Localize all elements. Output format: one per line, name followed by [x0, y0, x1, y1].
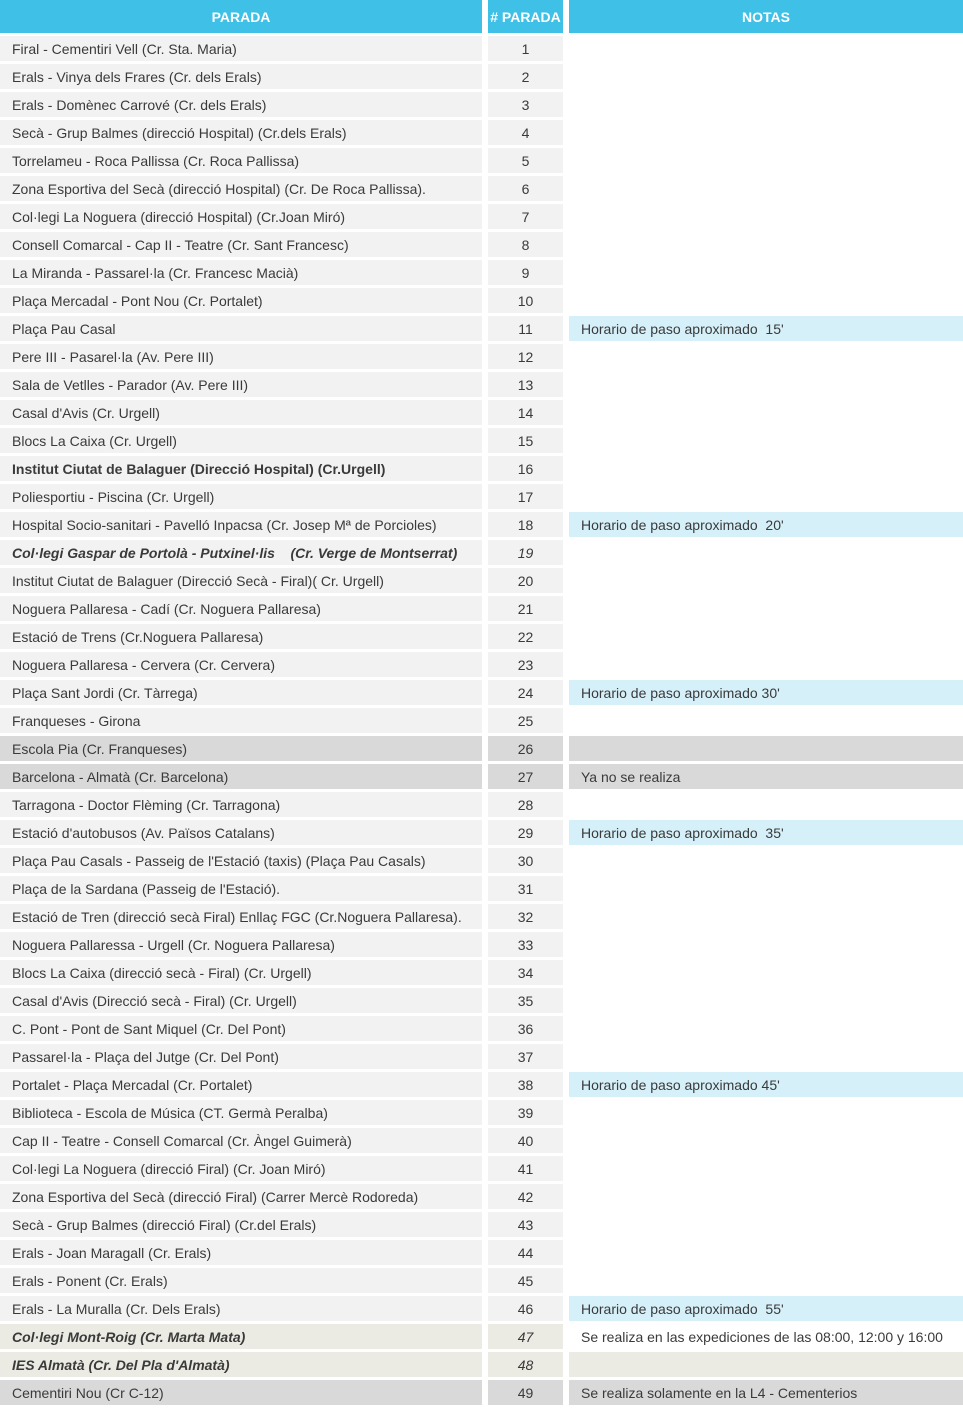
- table-row: [0, 932, 963, 957]
- table-row: [0, 344, 963, 369]
- table-row: [0, 428, 963, 453]
- parada-number-cell: 44: [488, 1240, 569, 1265]
- nota-cell: [569, 232, 963, 257]
- parada-number-cell: 38: [488, 1072, 569, 1097]
- parada-number-cell: 27: [488, 764, 569, 789]
- nota-cell: [569, 92, 963, 117]
- column-header-parada: PARADA: [0, 0, 488, 33]
- table-row: [0, 36, 963, 61]
- parada-number-cell: 17: [488, 484, 569, 509]
- parada-cell: Poliesportiu - Piscina (Cr. Urgell): [0, 484, 488, 509]
- nota-cell: Se realiza solamente en la L4 - Cementerios: [569, 1380, 963, 1405]
- nota-cell: Se realiza en las expediciones de las 08:00, 12:00 y 16:00: [569, 1324, 963, 1349]
- parada-number-cell: 10: [488, 288, 569, 313]
- table-row: [0, 1044, 963, 1069]
- nota-cell: Horario de paso aproximado 20': [569, 512, 963, 537]
- table-row: [0, 904, 963, 929]
- nota-cell: Horario de paso aproximado 55': [569, 1296, 963, 1321]
- parada-cell: Hospital Socio-sanitari - Pavelló Inpacsa (Cr. Josep Mª de Porcioles): [0, 512, 488, 537]
- nota-cell: [569, 400, 963, 425]
- parada-number-cell: 21: [488, 596, 569, 621]
- table-row: [0, 1100, 963, 1125]
- table-header: [0, 0, 963, 33]
- parada-cell: Casal d'Avis (Cr. Urgell): [0, 400, 488, 425]
- table-row: [0, 1324, 963, 1349]
- parada-cell: Col·legi La Noguera (direcció Firal) (Cr. Joan Miró): [0, 1156, 488, 1181]
- table-row: [0, 876, 963, 901]
- parada-number-cell: 18: [488, 512, 569, 537]
- nota-cell: [569, 904, 963, 929]
- table-row: [0, 1212, 963, 1237]
- column-header-notas: NOTAS: [569, 0, 963, 33]
- table-row: [0, 540, 963, 565]
- parada-cell: Torrelameu - Roca Pallissa (Cr. Roca Pallissa): [0, 148, 488, 173]
- nota-cell: [569, 1156, 963, 1181]
- table-row: [0, 708, 963, 733]
- nota-cell: [569, 736, 963, 761]
- nota-cell: [569, 1352, 963, 1377]
- table-row: [0, 1184, 963, 1209]
- parada-cell: Portalet - Plaça Mercadal (Cr. Portalet): [0, 1072, 488, 1097]
- parada-number-cell: 16: [488, 456, 569, 481]
- nota-cell: [569, 1268, 963, 1293]
- nota-cell: [569, 148, 963, 173]
- table-row: [0, 1016, 963, 1041]
- parada-cell: Noguera Pallaressa - Urgell (Cr. Noguera Pallaresa): [0, 932, 488, 957]
- parada-number-cell: 25: [488, 708, 569, 733]
- nota-cell: [569, 652, 963, 677]
- parada-cell: Sala de Vetlles - Parador (Av. Pere III): [0, 372, 488, 397]
- table-row: [0, 1128, 963, 1153]
- table-row: [0, 148, 963, 173]
- table-row: [0, 316, 963, 341]
- parada-cell: Plaça Sant Jordi (Cr. Tàrrega): [0, 680, 488, 705]
- nota-cell: Horario de paso aproximado 30': [569, 680, 963, 705]
- parada-cell: Firal - Cementiri Vell (Cr. Sta. Maria): [0, 36, 488, 61]
- nota-cell: [569, 1100, 963, 1125]
- table-body: [0, 36, 963, 1405]
- table-row: [0, 484, 963, 509]
- parada-number-cell: 30: [488, 848, 569, 873]
- parada-cell: Franqueses - Girona: [0, 708, 488, 733]
- table-row: [0, 64, 963, 89]
- parada-cell: Biblioteca - Escola de Música (CT. Germà Peralba): [0, 1100, 488, 1125]
- parada-number-cell: 1: [488, 36, 569, 61]
- nota-cell: [569, 64, 963, 89]
- nota-cell: [569, 596, 963, 621]
- table-row: [0, 232, 963, 257]
- nota-cell: [569, 372, 963, 397]
- table-row: [0, 1296, 963, 1321]
- parada-number-cell: 31: [488, 876, 569, 901]
- parada-number-cell: 2: [488, 64, 569, 89]
- parada-cell: Tarragona - Doctor Flèming (Cr. Tarragona): [0, 792, 488, 817]
- table-row: [0, 624, 963, 649]
- parada-cell: Secà - Grup Balmes (direcció Firal) (Cr.del Erals): [0, 1212, 488, 1237]
- parada-number-cell: 23: [488, 652, 569, 677]
- parada-cell: Pere III - Pasarel·la (Av. Pere III): [0, 344, 488, 369]
- parada-number-cell: 33: [488, 932, 569, 957]
- parada-number-cell: 4: [488, 120, 569, 145]
- parada-number-cell: 6: [488, 176, 569, 201]
- parada-cell: Noguera Pallaresa - Cervera (Cr. Cervera): [0, 652, 488, 677]
- parada-number-cell: 49: [488, 1380, 569, 1405]
- parada-number-cell: 26: [488, 736, 569, 761]
- table-row: [0, 736, 963, 761]
- nota-cell: [569, 876, 963, 901]
- table-row: [0, 176, 963, 201]
- table-row: [0, 1156, 963, 1181]
- nota-cell: [569, 848, 963, 873]
- parada-number-cell: 41: [488, 1156, 569, 1181]
- parada-cell: Zona Esportiva del Secà (direcció Hospital) (Cr. De Roca Pallissa).: [0, 176, 488, 201]
- parada-cell: Erals - Domènec Carrové (Cr. dels Erals): [0, 92, 488, 117]
- table-row: [0, 456, 963, 481]
- nota-cell: [569, 708, 963, 733]
- nota-cell: [569, 624, 963, 649]
- nota-cell: [569, 204, 963, 229]
- parada-number-cell: 22: [488, 624, 569, 649]
- parada-cell: Estació de Tren (direcció secà Firal) Enllaç FGC (Cr.Noguera Pallaresa).: [0, 904, 488, 929]
- parada-number-cell: 36: [488, 1016, 569, 1041]
- parada-cell: Passarel·la - Plaça del Jutge (Cr. Del Pont): [0, 1044, 488, 1069]
- parada-number-cell: 13: [488, 372, 569, 397]
- parada-cell: Estació de Trens (Cr.Noguera Pallaresa): [0, 624, 488, 649]
- parada-cell: Col·legi Gaspar de Portolà - Putxinel·lis (Cr. Verge de Montserrat): [0, 540, 488, 565]
- table-row: [0, 1268, 963, 1293]
- parada-cell: Plaça Mercadal - Pont Nou (Cr. Portalet): [0, 288, 488, 313]
- nota-cell: [569, 568, 963, 593]
- table-row: [0, 120, 963, 145]
- parada-cell: Institut Ciutat de Balaguer (Direcció Secà - Firal)( Cr. Urgell): [0, 568, 488, 593]
- parada-cell: Erals - Ponent (Cr. Erals): [0, 1268, 488, 1293]
- parada-number-cell: 34: [488, 960, 569, 985]
- table-row: [0, 960, 963, 985]
- nota-cell: [569, 288, 963, 313]
- column-header-numero-parada: # PARADA: [488, 0, 569, 33]
- nota-cell: [569, 428, 963, 453]
- table-row: [0, 1240, 963, 1265]
- parada-cell: Col·legi La Noguera (direcció Hospital) (Cr.Joan Miró): [0, 204, 488, 229]
- table-row: [0, 288, 963, 313]
- table-row: [0, 1072, 963, 1097]
- table-row: [0, 652, 963, 677]
- nota-cell: [569, 1128, 963, 1153]
- parada-number-cell: 43: [488, 1212, 569, 1237]
- nota-cell: Horario de paso aproximado 35': [569, 820, 963, 845]
- nota-cell: Horario de paso aproximado 15': [569, 316, 963, 341]
- nota-cell: [569, 484, 963, 509]
- parada-number-cell: 24: [488, 680, 569, 705]
- parada-number-cell: 48: [488, 1352, 569, 1377]
- nota-cell: Ya no se realiza: [569, 764, 963, 789]
- parada-cell: Col·legi Mont-Roig (Cr. Marta Mata): [0, 1324, 488, 1349]
- nota-cell: [569, 1184, 963, 1209]
- nota-cell: [569, 792, 963, 817]
- parada-cell: Blocs La Caixa (Cr. Urgell): [0, 428, 488, 453]
- parada-cell: Estació d'autobusos (Av. Països Catalans): [0, 820, 488, 845]
- nota-cell: [569, 260, 963, 285]
- nota-cell: [569, 1016, 963, 1041]
- table-row: [0, 820, 963, 845]
- parada-number-cell: 20: [488, 568, 569, 593]
- parada-cell: C. Pont - Pont de Sant Miquel (Cr. Del Pont): [0, 1016, 488, 1041]
- nota-cell: [569, 1212, 963, 1237]
- nota-cell: [569, 456, 963, 481]
- parada-cell: Institut Ciutat de Balaguer (Direcció Hospital) (Cr.Urgell): [0, 456, 488, 481]
- parada-cell: Noguera Pallaresa - Cadí (Cr. Noguera Pallaresa): [0, 596, 488, 621]
- nota-cell: [569, 1240, 963, 1265]
- table-row: [0, 400, 963, 425]
- nota-cell: [569, 932, 963, 957]
- parada-cell: IES Almatà (Cr. Del Pla d'Almatà): [0, 1352, 488, 1377]
- parada-number-cell: 29: [488, 820, 569, 845]
- parada-cell: Secà - Grup Balmes (direcció Hospital) (Cr.dels Erals): [0, 120, 488, 145]
- nota-cell: [569, 960, 963, 985]
- table-row: [0, 1352, 963, 1377]
- table-row: [0, 848, 963, 873]
- parada-number-cell: 32: [488, 904, 569, 929]
- parada-number-cell: 15: [488, 428, 569, 453]
- parada-number-cell: 39: [488, 1100, 569, 1125]
- parada-cell: Plaça Pau Casal: [0, 316, 488, 341]
- nota-cell: [569, 344, 963, 369]
- parada-number-cell: 19: [488, 540, 569, 565]
- parada-cell: Consell Comarcal - Cap II - Teatre (Cr. Sant Francesc): [0, 232, 488, 257]
- nota-cell: Horario de paso aproximado 45': [569, 1072, 963, 1097]
- parada-number-cell: 9: [488, 260, 569, 285]
- parada-number-cell: 7: [488, 204, 569, 229]
- table-row: [0, 764, 963, 789]
- parada-number-cell: 3: [488, 92, 569, 117]
- parada-cell: Escola Pia (Cr. Franqueses): [0, 736, 488, 761]
- parada-number-cell: 12: [488, 344, 569, 369]
- parada-number-cell: 40: [488, 1128, 569, 1153]
- parada-cell: Plaça Pau Casals - Passeig de l'Estació (taxis) (Plaça Pau Casals): [0, 848, 488, 873]
- parada-number-cell: 35: [488, 988, 569, 1013]
- table-row: [0, 1380, 963, 1405]
- table-row: [0, 988, 963, 1013]
- parada-cell: Erals - Joan Maragall (Cr. Erals): [0, 1240, 488, 1265]
- nota-cell: [569, 540, 963, 565]
- table-row: [0, 92, 963, 117]
- parada-number-cell: 37: [488, 1044, 569, 1069]
- table-row: [0, 260, 963, 285]
- header-row: [0, 0, 963, 33]
- parada-number-cell: 28: [488, 792, 569, 817]
- table-row: [0, 680, 963, 705]
- parada-number-cell: 11: [488, 316, 569, 341]
- table-row: [0, 372, 963, 397]
- parada-cell: Casal d'Avis (Direcció secà - Firal) (Cr. Urgell): [0, 988, 488, 1013]
- parada-cell: Plaça de la Sardana (Passeig de l'Estació).: [0, 876, 488, 901]
- parada-number-cell: 47: [488, 1324, 569, 1349]
- table-row: [0, 568, 963, 593]
- parada-cell: Erals - Vinya dels Frares (Cr. dels Erals): [0, 64, 488, 89]
- nota-cell: [569, 36, 963, 61]
- parada-cell: La Miranda - Passarel·la (Cr. Francesc Macià): [0, 260, 488, 285]
- parada-number-cell: 8: [488, 232, 569, 257]
- parada-number-cell: 46: [488, 1296, 569, 1321]
- table-row: [0, 792, 963, 817]
- parada-number-cell: 42: [488, 1184, 569, 1209]
- nota-cell: [569, 988, 963, 1013]
- table-row: [0, 512, 963, 537]
- parada-cell: Erals - La Muralla (Cr. Dels Erals): [0, 1296, 488, 1321]
- table-row: [0, 204, 963, 229]
- parada-number-cell: 45: [488, 1268, 569, 1293]
- parada-cell: Cementiri Nou (Cr C-12): [0, 1380, 488, 1405]
- parada-number-cell: 14: [488, 400, 569, 425]
- table-row: [0, 596, 963, 621]
- nota-cell: [569, 176, 963, 201]
- parada-number-cell: 5: [488, 148, 569, 173]
- parada-cell: Blocs La Caixa (direcció secà - Firal) (Cr. Urgell): [0, 960, 488, 985]
- parada-cell: Barcelona - Almatà (Cr. Barcelona): [0, 764, 488, 789]
- nota-cell: [569, 120, 963, 145]
- parada-cell: Cap II - Teatre - Consell Comarcal (Cr. Àngel Guimerà): [0, 1128, 488, 1153]
- parada-cell: Zona Esportiva del Secà (direcció Firal) (Carrer Mercè Rodoreda): [0, 1184, 488, 1209]
- nota-cell: [569, 1044, 963, 1069]
